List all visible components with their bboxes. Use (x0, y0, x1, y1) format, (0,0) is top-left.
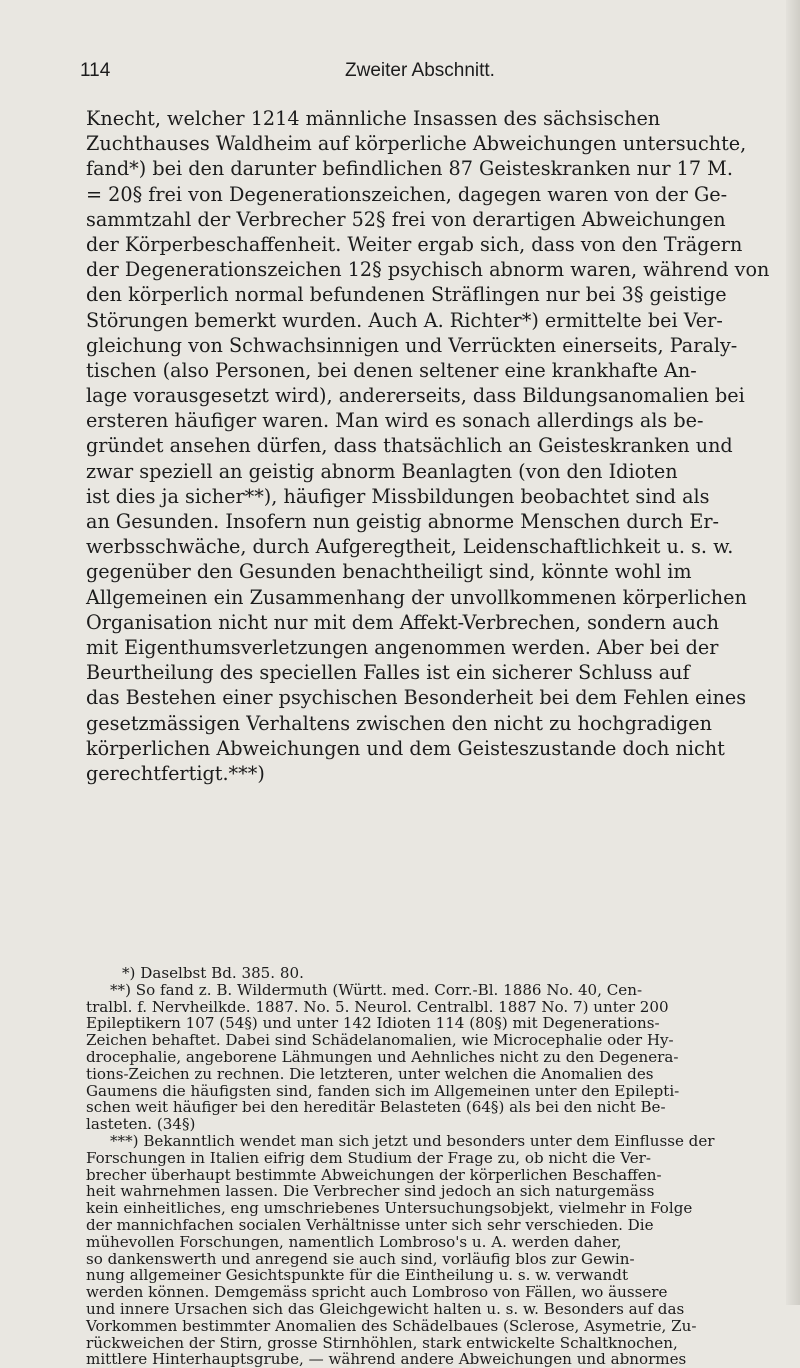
running-title: Zweiter Abschnitt. (345, 60, 495, 81)
footnote-line: **) So fand z. B. Wildermuth (Württ. med. Corr.-Bl. 1886 No. 40, Cen- (110, 980, 643, 999)
footnote-line: brecher überhaupt bestimmte Abweichungen der körperlichen Beschaffen- (86, 1165, 662, 1184)
footnote-line: tralbl. f. Nervheilkde. 1887. No. 5. Neurol. Centralbl. 1887 No. 7) unter 200 (86, 997, 669, 1016)
body-line: der Degenerationszeichen 12§ psychisch abnorm waren, während von (86, 258, 770, 282)
footnote-line: lasteten. (34§) (86, 1115, 196, 1134)
body-line: körperlichen Abweichungen und dem Geisteszustande doch nicht (86, 736, 725, 760)
footnote-line: mittlere Hinterhauptsgrube, — während andere Abweichungen und abnormes (86, 1350, 687, 1368)
body-line: gesetzmässigen Verhaltens zwischen den nicht zu hochgradigen (86, 711, 712, 735)
body-text (86, 106, 770, 786)
body-line: mit Eigenthumsverletzungen angenommen werden. Aber bei der (86, 635, 719, 659)
footnote-line: kein einheitliches, eng umschriebenes Untersuchungsobjekt, vielmehr in Folge (86, 1199, 693, 1218)
page-edge-shadow (786, 0, 800, 1305)
footnote-line: werden können. Demgemäss spricht auch Lombroso von Fällen, wo äussere (86, 1283, 668, 1302)
footnote-line: heit wahrnehmen lassen. Die Verbrecher sind jedoch an sich naturgemäss (86, 1182, 655, 1201)
body-line: tischen (also Personen, bei denen seltener eine krankhafte An- (86, 358, 697, 382)
footnote-line: tions-Zeichen zu rechnen. Die letzteren, unter welchen die Anomalien des (86, 1064, 654, 1083)
body-line: an Gesunden. Insofern nun geistig abnorme Menschen durch Er- (86, 510, 720, 533)
body-line: sammtzahl der Verbrecher 52§ frei von derartigen Abweichungen (86, 207, 726, 231)
footnote-line: Gaumens die häufigsten sind, fanden sich im Allgemeinen unter den Epilepti- (86, 1081, 680, 1100)
page-header (80, 60, 760, 88)
footnote-line: rückweichen der Stirn, grosse Stirnhöhlen, stark entwickelte Schaltknochen, (86, 1333, 678, 1352)
body-line: gleichung von Schwachsinnigen und Verrückten einerseits, Paraly- (86, 333, 738, 357)
page-number: 114 (80, 60, 111, 81)
body-line: Organisation nicht nur mit dem Affekt-Verbrechen, sondern auch (86, 610, 720, 634)
body-line: zwar speziell an geistig abnorm Beanlagten (von den Idioten (86, 459, 678, 483)
footnotes (86, 965, 756, 1368)
body-line: das Bestehen einer psychischen Besonderheit bei dem Fehlen eines (86, 686, 747, 710)
body-line: der Körperbeschaffenheit. Weiter ergab sich, dass von den Trägern (86, 232, 743, 256)
body-line: den körperlich normal befundenen Sträflingen nur bei 3§ geistige (86, 283, 727, 307)
body-line: Beurtheilung des speciellen Falles ist ein sicherer Schluss auf (86, 661, 690, 685)
body-line: Knecht, welcher 1214 männliche Insassen des sächsischen (86, 107, 661, 130)
footnote-line: so dankenswerth und anregend sie auch sind, vorläufig blos zur Gewin- (86, 1249, 635, 1268)
footnote-line: *) Daselbst Bd. 385. 80. (122, 964, 304, 982)
body-line: Zuchthauses Waldheim auf körperliche Abweichungen untersuchte, (86, 132, 747, 156)
footnote-line: Zeichen behaftet. Dabei sind Schädelanomalien, wie Microcephalie oder Hy- (86, 1031, 674, 1050)
body-line: = 20§ frei von Degenerationszeichen, dagegen waren von der Ge- (86, 182, 728, 206)
body-line: ist dies ja sicher**), häufiger Missbildungen beobachtet sind als (86, 484, 710, 508)
body-line: gerechtfertigt.***) (86, 761, 265, 785)
body-line: gegenüber den Gesunden benachtheiligt sind, könnte wohl im (86, 560, 692, 584)
body-line: fand*) bei den darunter befindlichen 87 Geisteskranken nur 17 M. (86, 157, 733, 181)
body-line: lage vorausgesetzt wird), andererseits, dass Bildungsanomalien bei (86, 384, 745, 408)
body-line: ersteren häufiger waren. Man wird es sonach allerdings als be- (86, 409, 704, 433)
footnote-line: der mannichfachen socialen Verhältnisse unter sich sehr verschieden. Die (86, 1215, 654, 1234)
footnote-line: ***) Bekanntlich wendet man sich jetzt und besonders unter dem Einflusse der (110, 1131, 715, 1150)
footnote-line: mühevollen Forschungen, namentlich Lombroso's u. A. werden daher, (86, 1232, 622, 1251)
body-line: Allgemeinen ein Zusammenhang der unvollkommenen körperlichen (86, 585, 747, 609)
footnote-line: drocephalie, angeborene Lähmungen und Aehnliches nicht zu den Degenera- (86, 1047, 679, 1066)
footnote-line: nung allgemeiner Gesichtspunkte für die Eintheilung u. s. w. verwandt (86, 1266, 629, 1285)
body-line: gründet ansehen dürfen, dass thatsächlich an Geisteskranken und (86, 434, 733, 458)
footnote-line: Forschungen in Italien eifrig dem Studium der Frage zu, ob nicht die Ver- (86, 1148, 651, 1167)
footnote-line: und innere Ursachen sich das Gleichgewicht halten u. s. w. Besonders auf das (86, 1299, 685, 1318)
footnote-line: schen weit häufiger bei den hereditär Belasteten (64§) als bei den nicht Be- (86, 1098, 666, 1117)
body-line: werbsschwäche, durch Aufgeregtheit, Leidenschaftlichkeit u. s. w. (86, 535, 734, 559)
body-line: Störungen bemerkt wurden. Auch A. Richter*) ermittelte bei Ver- (86, 308, 723, 332)
footnote-line: Epileptikern 107 (54§) und unter 142 Idioten 114 (80§) mit Degenerations- (86, 1014, 660, 1033)
footnote-line: Vorkommen bestimmter Anomalien des Schädelbaues (Sclerose, Asymetrie, Zu- (86, 1316, 697, 1335)
